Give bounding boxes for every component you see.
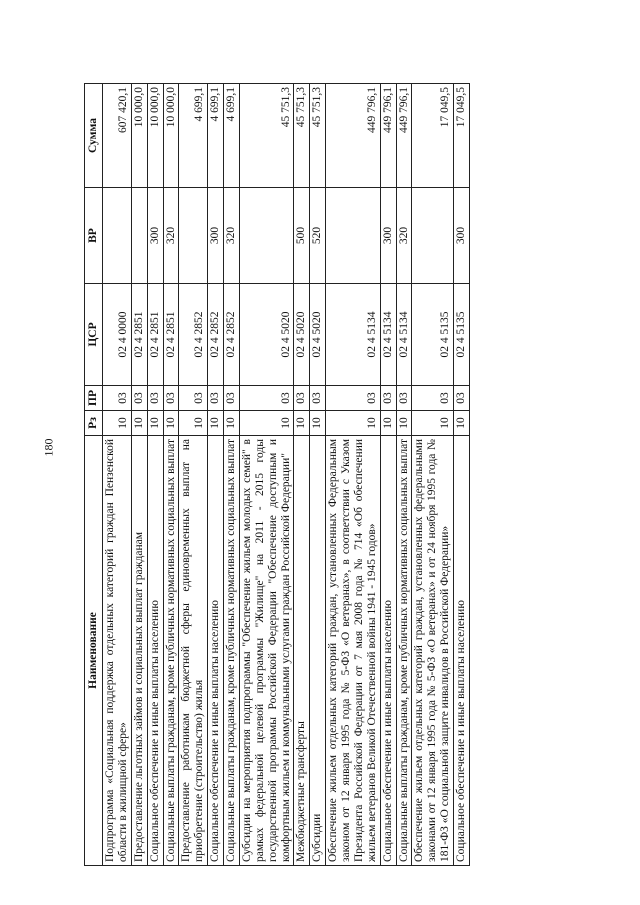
cell-pr: 03: [396, 386, 412, 411]
cell-sum: 10 000,0: [163, 84, 179, 188]
cell-sum: 449 796,1: [380, 84, 396, 188]
cell-pr: 03: [310, 386, 326, 411]
cell-rz: 10: [208, 411, 224, 436]
header-sum: Сумма: [85, 84, 103, 188]
cell-vr: [412, 188, 454, 284]
budget-table: [84, 83, 470, 866]
cell-sum: 10 000,0: [147, 84, 163, 188]
cell-name: Предоставление работникам бюджетной сферы единовременных выплат на приобретение (строительство) жилья: [179, 436, 208, 866]
cell-pr: 03: [208, 386, 224, 411]
cell-pr: 03: [224, 386, 240, 411]
cell-vr: 300: [454, 188, 470, 284]
cell-vr: 500: [294, 188, 310, 284]
header-vr: ВР: [85, 188, 103, 284]
cell-name: Обеспечение жильем отдельных категорий граждан, установленных Федеральным законом от 12 января 1995 года № 5-ФЗ «О ветеранах», в соответствии с Указом Президента Российской Федерации от 7 мая 2008 года № 714 «Об обеспечении жильем ветеранов Великой Отечественной войны 1941 - 1945 годов»: [326, 436, 381, 866]
cell-pr: 03: [131, 386, 147, 411]
table-row: [310, 84, 326, 866]
cell-rz: 10: [380, 411, 396, 436]
rotated-page: [84, 84, 622, 866]
cell-sum: 4 699,1: [224, 84, 240, 188]
cell-sum: 17 049,5: [454, 84, 470, 188]
cell-csr: 02 4 5020: [294, 284, 310, 386]
cell-csr: 02 4 0000: [103, 284, 132, 386]
cell-pr: 03: [163, 386, 179, 411]
cell-pr: 03: [326, 386, 381, 411]
cell-name: Социальное обеспечение и иные выплаты населению: [208, 436, 224, 866]
cell-csr: 02 4 5020: [310, 284, 326, 386]
cell-csr: 02 4 5134: [396, 284, 412, 386]
cell-name: Обеспечение жильем отдельных категорий граждан, установленных федеральными законами от 12 января 1995 года № 5-ФЗ «О ветеранах» и от 24 ноября 1995 года № 181-ФЗ «О социальной защите инвалидов в Российской Федерации»: [412, 436, 454, 866]
table-row: [326, 84, 381, 866]
cell-name: Социальные выплаты гражданам, кроме публичных нормативных социальных выплат: [224, 436, 240, 866]
cell-pr: 03: [380, 386, 396, 411]
cell-csr: 02 4 2851: [131, 284, 147, 386]
cell-csr: 02 4 5135: [412, 284, 454, 386]
cell-csr: 02 4 2852: [208, 284, 224, 386]
cell-sum: 4 699,1: [208, 84, 224, 188]
cell-vr: [239, 188, 294, 284]
cell-rz: 10: [131, 411, 147, 436]
cell-rz: 10: [239, 411, 294, 436]
table-row: [380, 84, 396, 866]
cell-csr: 02 4 2851: [147, 284, 163, 386]
cell-rz: 10: [396, 411, 412, 436]
cell-pr: 03: [147, 386, 163, 411]
cell-pr: 03: [294, 386, 310, 411]
table-row: [103, 84, 132, 866]
table-row: [412, 84, 454, 866]
cell-vr: 300: [208, 188, 224, 284]
cell-pr: 03: [103, 386, 132, 411]
cell-sum: 4 699,1: [179, 84, 208, 188]
table-header-row: [85, 84, 103, 866]
page-number: 180: [41, 438, 56, 457]
table-row: [179, 84, 208, 866]
header-csr: ЦСР: [85, 284, 103, 386]
cell-sum: 45 751,3: [294, 84, 310, 188]
cell-csr: 02 4 5134: [380, 284, 396, 386]
cell-rz: 10: [163, 411, 179, 436]
table-body: [103, 84, 470, 866]
cell-name: Субсидии на мероприятия подпрограммы "Обеспечение жильем молодых семей" в рамках федеральной целевой программы "Жилище" на 2011 - 2015 годы государственной программы Российской Федерации "Обеспечение доступным и комфортным жильем и коммунальными услугами граждан Российской Федерации": [239, 436, 294, 866]
cell-sum: 10 000,0: [131, 84, 147, 188]
cell-rz: 10: [179, 411, 208, 436]
table-row: [294, 84, 310, 866]
cell-csr: 02 4 2851: [163, 284, 179, 386]
cell-rz: 10: [294, 411, 310, 436]
cell-sum: 607 420,1: [103, 84, 132, 188]
table-row: [454, 84, 470, 866]
cell-csr: 02 4 5134: [326, 284, 381, 386]
cell-csr: 02 4 2852: [179, 284, 208, 386]
header-name: Наименование: [85, 436, 103, 866]
cell-vr: [131, 188, 147, 284]
cell-rz: 10: [454, 411, 470, 436]
cell-csr: 02 4 5135: [454, 284, 470, 386]
table-row: [163, 84, 179, 866]
table-row: [224, 84, 240, 866]
cell-rz: 10: [326, 411, 381, 436]
cell-sum: 17 049,5: [412, 84, 454, 188]
cell-sum: 45 751,3: [310, 84, 326, 188]
cell-pr: 03: [412, 386, 454, 411]
cell-name: Социальные выплаты гражданам, кроме публичных нормативных социальных выплат: [396, 436, 412, 866]
cell-vr: 320: [224, 188, 240, 284]
cell-csr: 02 4 2852: [224, 284, 240, 386]
cell-name: Социальное обеспечение и иные выплаты населению: [454, 436, 470, 866]
cell-sum: 449 796,1: [396, 84, 412, 188]
cell-rz: 10: [310, 411, 326, 436]
header-pr: ПР: [85, 386, 103, 411]
header-rz: Рз: [85, 411, 103, 436]
cell-pr: 03: [239, 386, 294, 411]
cell-vr: 300: [380, 188, 396, 284]
table-row: [131, 84, 147, 866]
cell-name: Социальные выплаты гражданам, кроме публичных нормативных социальных выплат: [163, 436, 179, 866]
table-row: [239, 84, 294, 866]
cell-pr: 03: [454, 386, 470, 411]
cell-name: Субсидии: [310, 436, 326, 866]
cell-vr: [179, 188, 208, 284]
cell-name: Предоставление льготных займов и социальных выплат гражданам: [131, 436, 147, 866]
cell-name: Межбюджетные трансферты: [294, 436, 310, 866]
cell-rz: 10: [224, 411, 240, 436]
cell-csr: 02 4 5020: [239, 284, 294, 386]
cell-vr: 300: [147, 188, 163, 284]
cell-rz: 10: [147, 411, 163, 436]
table-row: [396, 84, 412, 866]
cell-pr: 03: [179, 386, 208, 411]
cell-sum: 449 796,1: [326, 84, 381, 188]
cell-sum: 45 751,3: [239, 84, 294, 188]
cell-rz: 10: [412, 411, 454, 436]
table-row: [147, 84, 163, 866]
cell-name: Социальное обеспечение и иные выплаты населению: [380, 436, 396, 866]
cell-vr: 320: [163, 188, 179, 284]
cell-name: Социальное обеспечение и иные выплаты населению: [147, 436, 163, 866]
cell-rz: 10: [103, 411, 132, 436]
cell-vr: [326, 188, 381, 284]
cell-vr: 320: [396, 188, 412, 284]
cell-name: Подпрограмма «Социальная поддержка отдельных категорий граждан Пензенской области в жилищной сфере»: [103, 436, 132, 866]
cell-vr: 520: [310, 188, 326, 284]
table-row: [208, 84, 224, 866]
cell-vr: [103, 188, 132, 284]
